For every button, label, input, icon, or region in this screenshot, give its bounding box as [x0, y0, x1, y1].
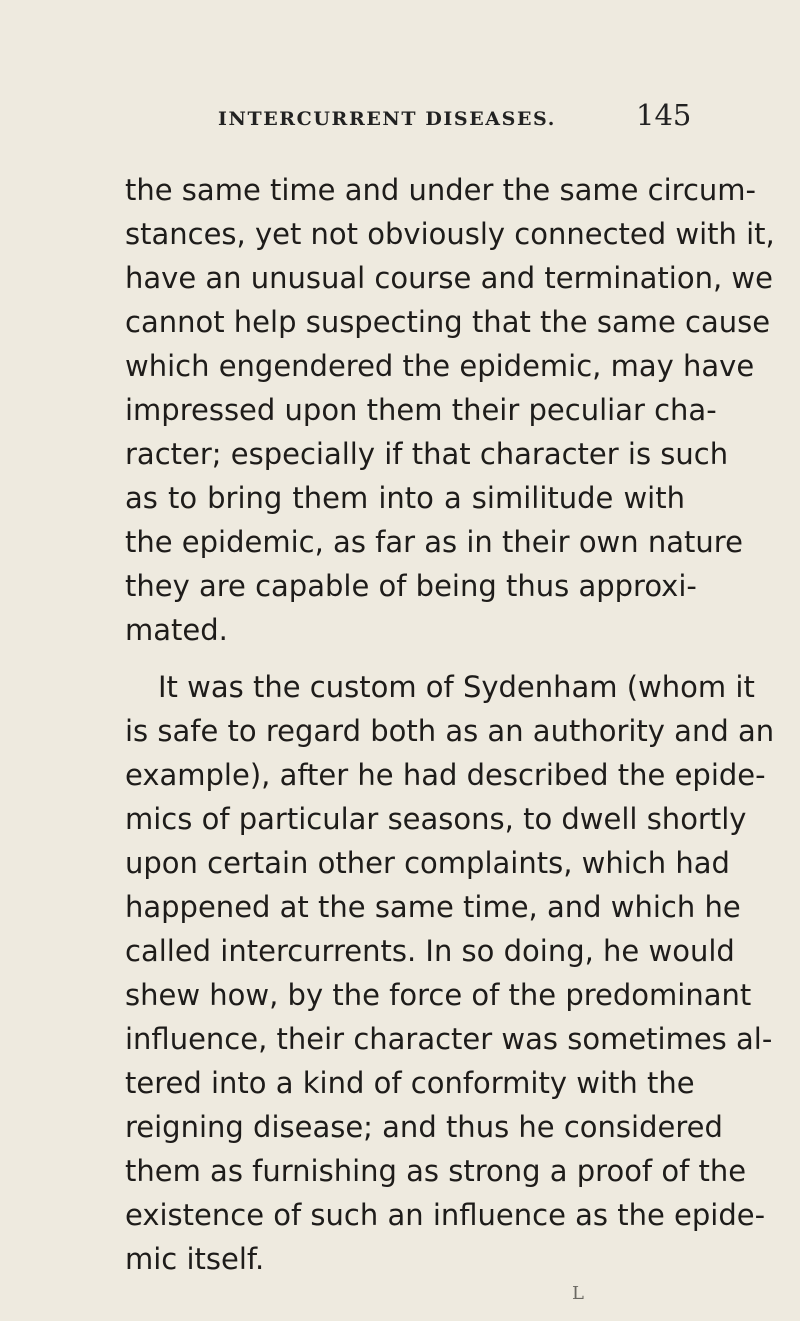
text-line: they are capable of being thus approxi-	[125, 569, 697, 603]
text-line: the same time and under the same circum-	[125, 173, 756, 207]
text-line: racter; especially if that character is such	[125, 437, 729, 471]
text-line: is safe to regard both as an authority and an	[125, 714, 775, 748]
text-line: mics of particular seasons, to dwell shortly	[125, 802, 747, 836]
text-line: reigning disease; and thus he considered	[125, 1110, 723, 1144]
text-line: influence, their character was sometimes al-	[125, 1022, 773, 1056]
text-line: cannot help suspecting that the same cause	[125, 305, 771, 339]
text-line: called intercurrents. In so doing, he would	[125, 934, 735, 968]
text-line: shew how, by the force of the predominant	[125, 978, 752, 1012]
text-line: mated.	[125, 613, 228, 647]
text-line: the epidemic, as far as in their own nature	[125, 525, 743, 559]
text-line: stances, yet not obviously connected with it,	[125, 217, 775, 251]
text-line: It was the custom of Sydenham (whom it	[158, 670, 755, 704]
text-line: them as furnishing as strong a proof of the	[125, 1154, 747, 1188]
text-line: have an unusual course and termination, we	[125, 261, 773, 295]
text-line: example), after he had described the epide-	[125, 758, 766, 792]
text-line: impressed upon them their peculiar cha-	[125, 393, 717, 427]
text-line: mic itself.	[125, 1242, 265, 1276]
text-line: existence of such an influence as the epide-	[125, 1198, 766, 1232]
signature-mark: L	[572, 1283, 584, 1304]
text-line: upon certain other complaints, which had	[125, 846, 730, 880]
text-line: tered into a kind of conformity with the	[125, 1066, 695, 1100]
text-line: happened at the same time, and which he	[125, 890, 741, 924]
text-line: which engendered the epidemic, may have	[125, 349, 755, 383]
running-title: INTERCURRENT DISEASES.	[218, 108, 556, 130]
page-number: 145	[636, 98, 692, 132]
text-line: as to bring them into a similitude with	[125, 481, 685, 515]
